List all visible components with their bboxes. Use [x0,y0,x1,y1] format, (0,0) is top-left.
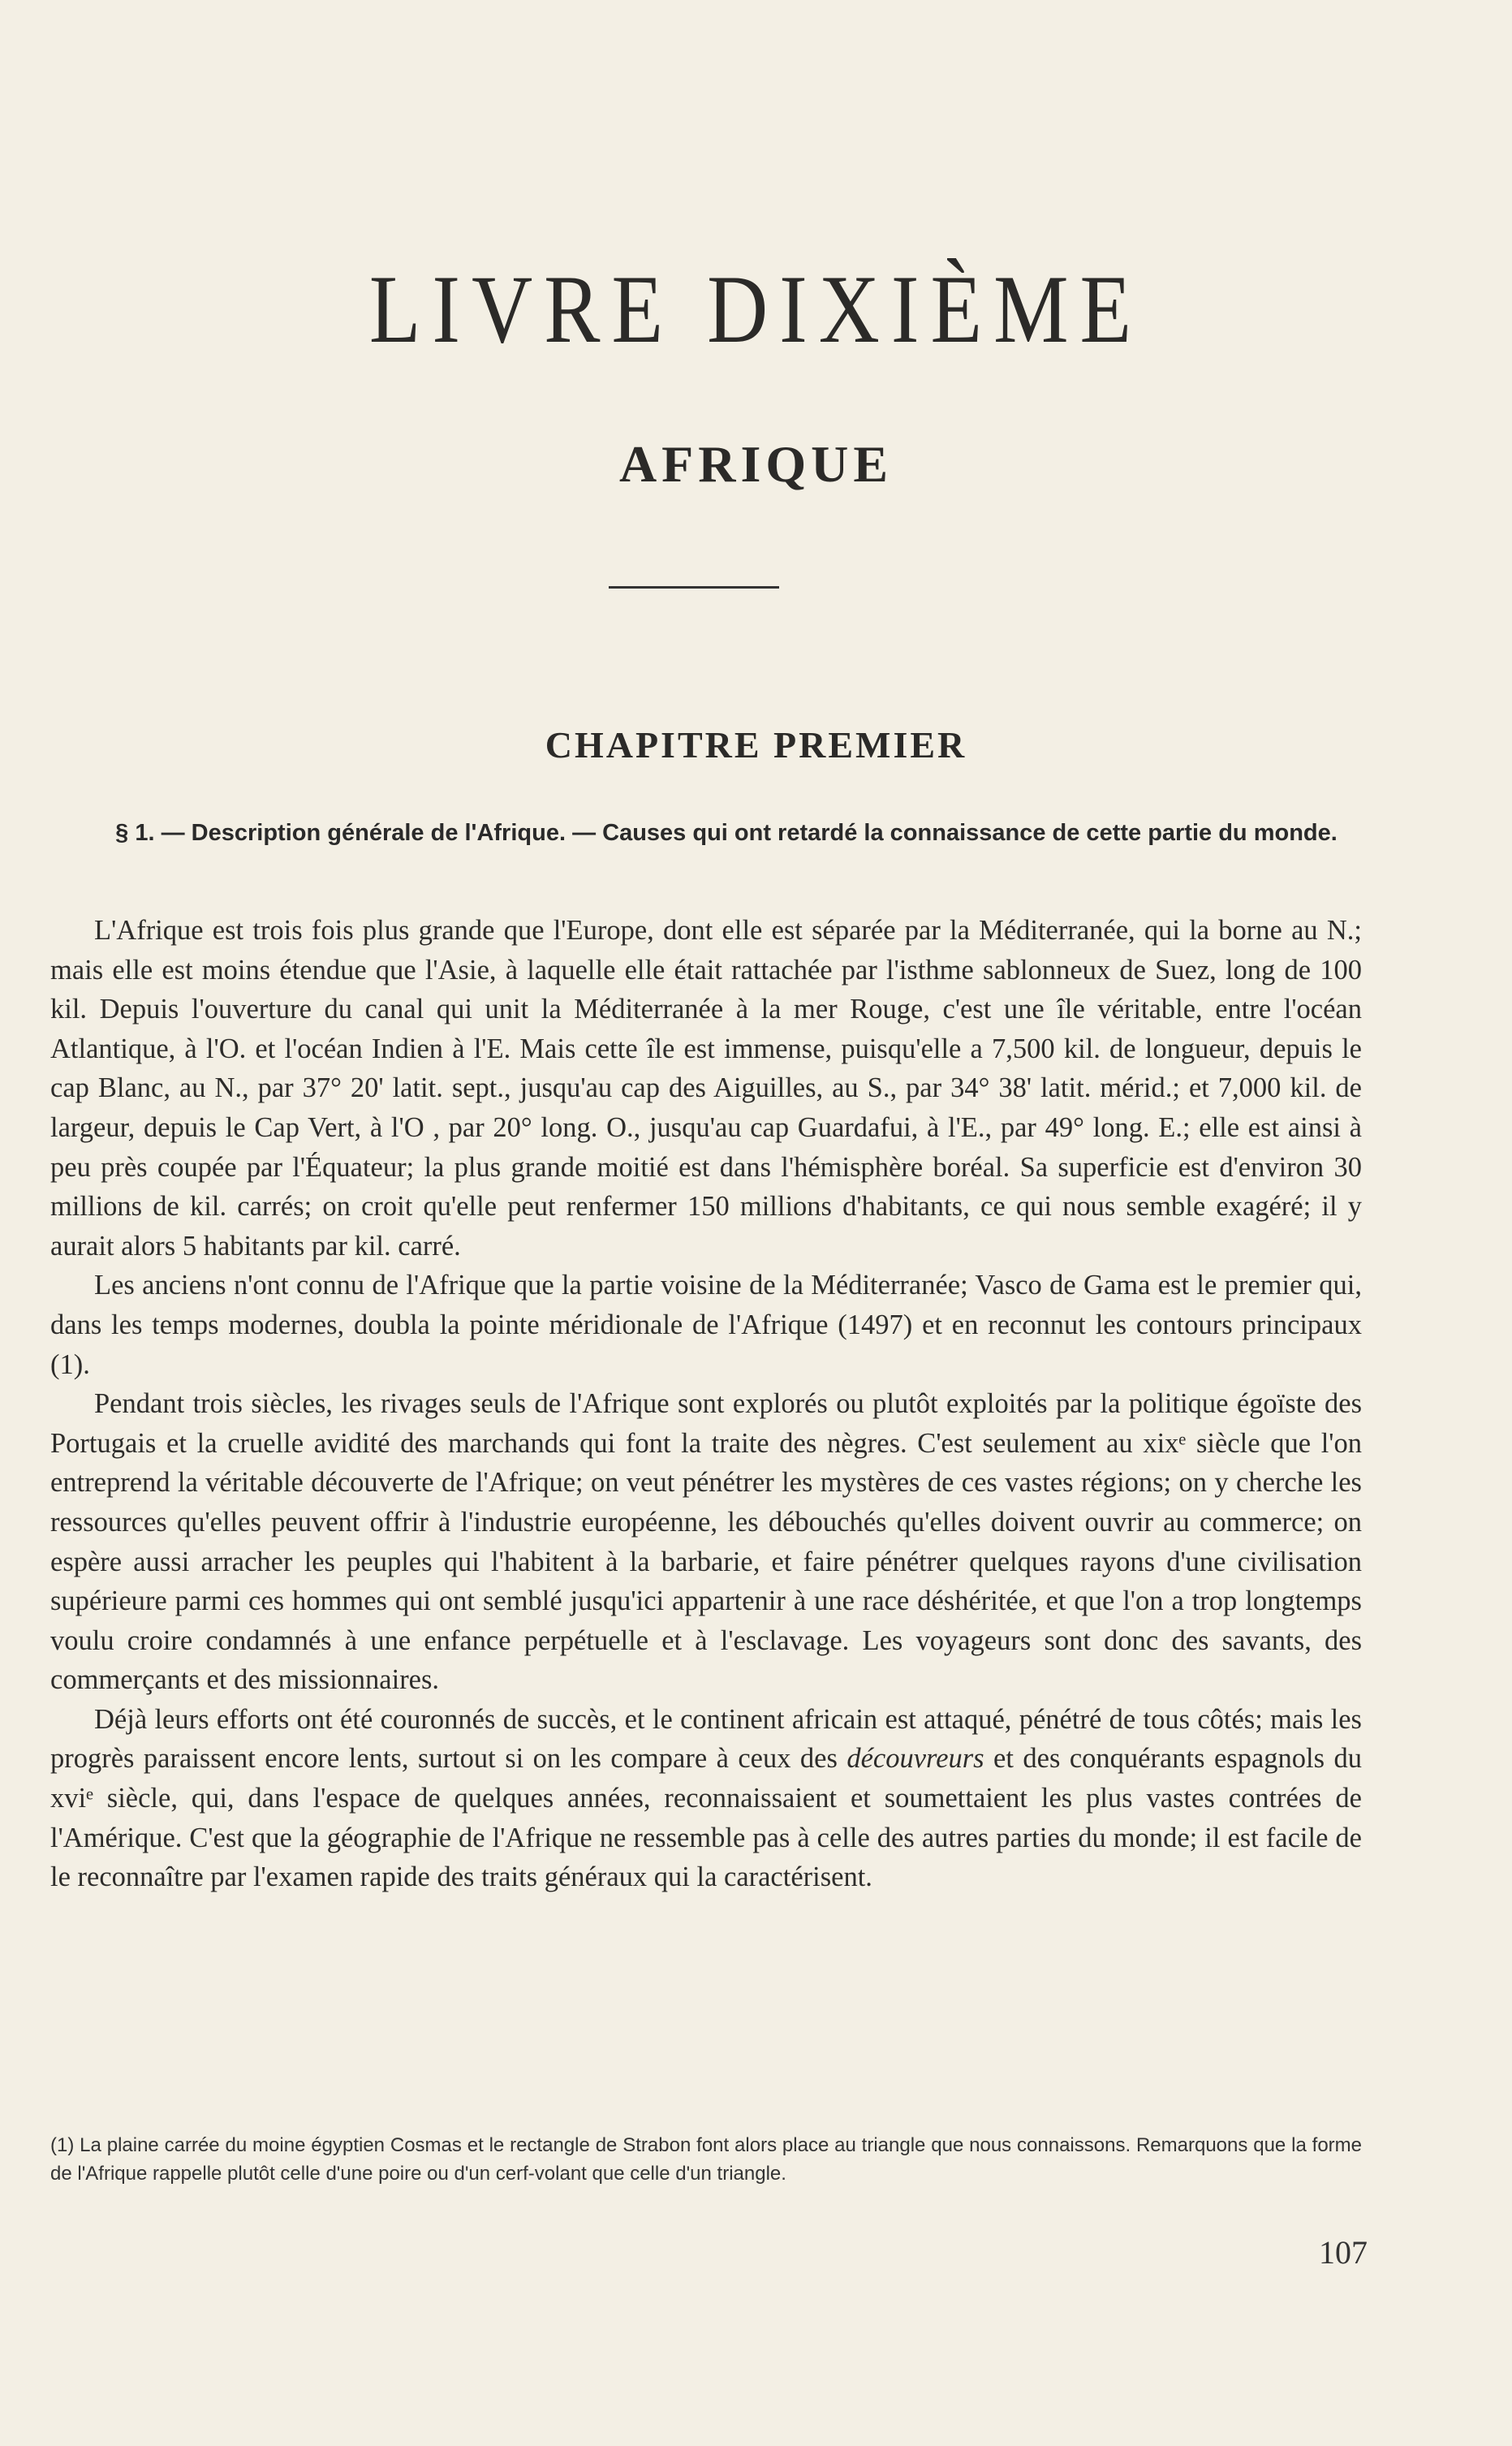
paragraph: Pendant trois siècles, les rivages seuls de l'Afrique sont explorés ou plutôt exploités par la politique égoïste des Portugais et la cruelle avidité des marchands qui font la traite des nègres. C'est seulement au xixᵉ siècle que l'on entreprend la véritable découverte de l'Afrique; on veut pénétrer les mystères de ces vastes régions; on y cherche les ressources qu'elles peuvent offrir à l'industrie européenne, les débouchés qu'elles doivent ouvrir au commerce; on espère aussi arracher les peuples qui l'habitent à la barbarie, et faire pénétrer quelques rayons d'une civilisation supérieure parmi ces hommes qui ont semblé jusqu'ici appartenir à une race déshéritée, et que l'on a trop longtemps voulu croire condamnés à une enfance perpétuelle et à l'esclavage. Les voyageurs sont donc des savants, des commerçants et des missionnaires. [50,1388,1362,1696]
footnote: (1) La plaine carrée du moine égyptien Cosmas et le rectangle de Strabon font alors place au triangle que nous connaissons. Remarquons que la forme de l'Afrique rappelle plutôt celle d'une poire ou d'un cerf-volant que celle d'un triangle. [50,2134,1362,2185]
section-number: § 1. [115,820,155,846]
section-heading [81,817,1372,849]
page-number: 107 [1319,2234,1368,2271]
paragraph-text: Déjà leurs efforts ont été couronnés de succès, et le continent africain est attaqué, pénétré de tous côtés; mais les progrès paraissent encore lents, surtout si on les compare à ceux des [50,1703,1362,1775]
body-text [50,911,1362,1897]
paragraph [50,1700,1362,1897]
title-rule [609,586,779,589]
paragraph: L'Afrique est trois fois plus grande que l'Europe, dont elle est séparée par la Méditerranée, qui la borne au N.; mais elle est moins étendue que l'Asie, à laquelle elle était rattachée par l'isthme sablonneux de Suez, long de 100 kil. Depuis l'ouverture du canal qui unit la Méditerranée à la mer Rouge, c'est une île véritable, entre l'océan Atlantique, à l'O. et l'océan Indien à l'E. Mais cette île est immense, puisqu'elle a 7,500 kil. de longueur, depuis le cap Blanc, au N., par 37° 20' latit. sept., jusqu'au cap des Aiguilles, au S., par 34° 38' latit. mérid.; et 7,000 kil. de largeur, depuis le Cap Vert, à l'O , par 20° long. O., jusqu'au cap Guardafui, à l'E., par 49° long. E.; elle est ainsi à peu près coupée par l'Équateur; la plus grande moitié est dans l'hémisphère boréal. Sa superficie est d'environ 30 millions de kil. carrés; on croit qu'elle peut renfermer 150 millions d'habitants, ce qui nous semble exagéré; il y aurait alors 5 habitants par kil. carré. [50,915,1362,1262]
footnote-reference: (1). [50,1348,90,1380]
paragraph [50,1266,1362,1384]
chapter-title: CHAPITRE PREMIER [545,724,967,766]
paragraph-text: et des conquérants espagnols du xviᵉ siècle, qui, dans l'espace de quelques années, reconnaissaient et soumettaient les plus vastes contrées de l'Amérique. C'est que la géographie de l'Afrique ne ressemble pas à celle des autres parties du monde; il est facile de le reconnaître par l'examen rapide des traits généraux qui la caractérisent. [50,1743,1362,1893]
paragraph-text: Les anciens n'ont connu de l'Afrique que la partie voisine de la Méditerranée; Vasco de Gama est le premier qui, dans les temps modernes, doubla la pointe méridionale de l'Afrique (1497) et en reconnut les contours principaux [50,1270,1362,1340]
section-dash: — [161,820,185,846]
section-heading-text: Description générale de l'Afrique. — Causes qui ont retardé la connaissance de cette partie du monde. [191,820,1338,846]
part-title: AFRIQUE [618,435,894,493]
book-title: LIVRE DIXIÈME [368,256,1144,364]
italic-term: découvreurs [846,1743,984,1775]
